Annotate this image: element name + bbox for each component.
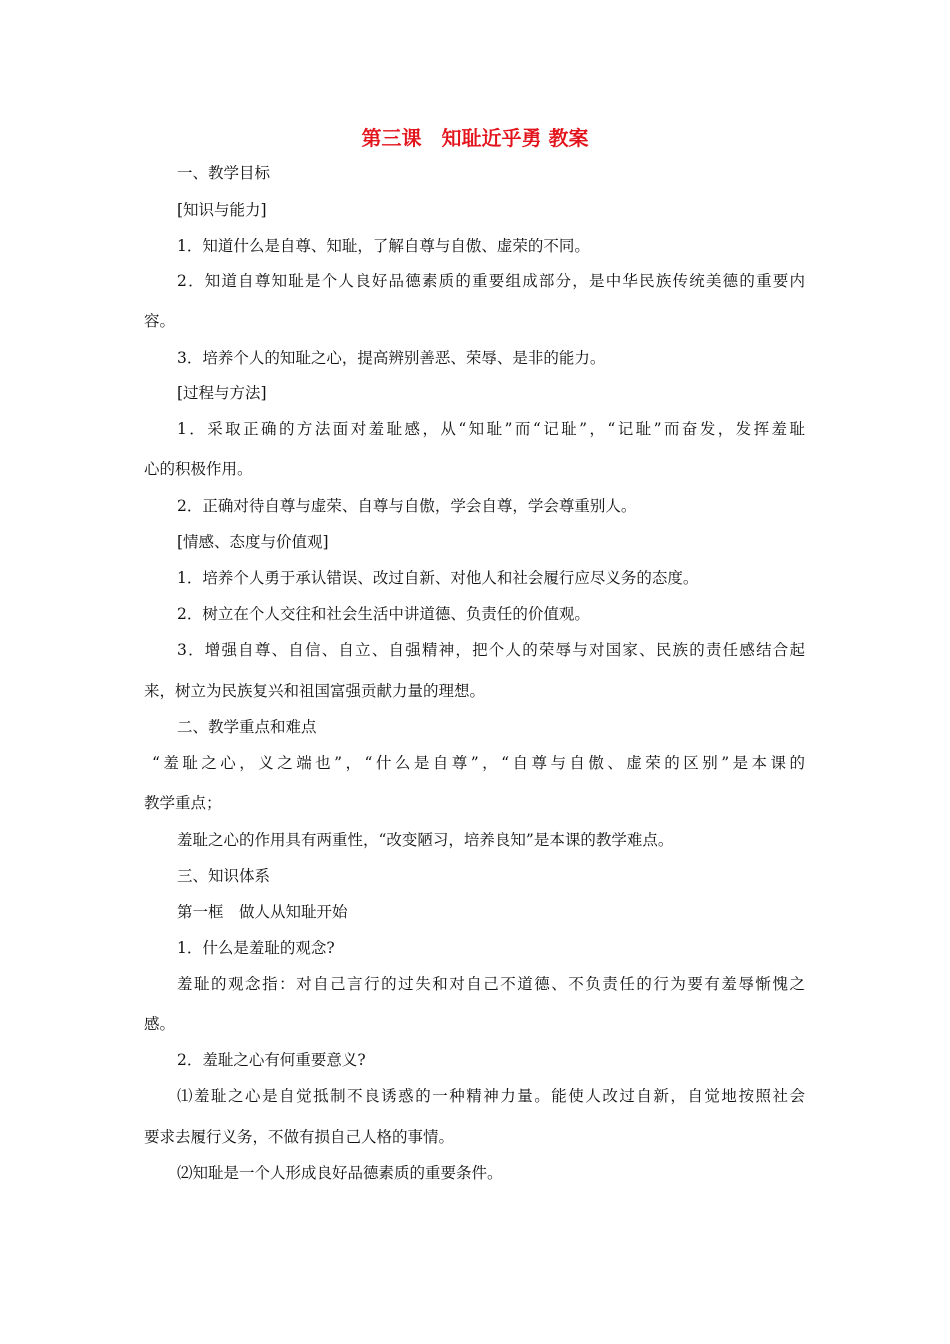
paragraph-line: 羞耻之心的作用具有两重性，“改变陋习，培养良知”是本课的教学难点。: [177, 831, 674, 849]
document-title: 第三课 知耻近乎勇 教案: [361, 126, 589, 150]
subheading-frame-one: 第一框 做人从知耻开始: [177, 903, 348, 921]
paragraph-line: 1．知道什么是自尊、知耻，了解自尊与自傲、虚荣的不同。: [177, 237, 590, 255]
paragraph-line: 3．增强自尊、自信、自立、自强精神，把个人的荣辱与对国家、民族的责任感结合起: [177, 641, 805, 659]
paragraph-line: 来，树立为民族复兴和祖国富强贡献力量的理想。: [144, 682, 486, 700]
paragraph-line: ⑵知耻是一个人形成良好品德素质的重要条件。: [177, 1164, 503, 1182]
paragraph-line: 羞耻的观念指：对自己言行的过失和对自己不道德、不负责任的行为要有羞辱惭愧之: [177, 975, 805, 993]
paragraph-line: 3．培养个人的知耻之心，提高辨别善恶、荣辱、是非的能力。: [177, 349, 606, 367]
paragraph-line: 1．培养个人勇于承认错误、改过自新、对他人和社会履行应尽义务的态度。: [177, 569, 699, 587]
paragraph-line: “羞耻之心，义之端也”，“什么是自尊”，“自尊与自傲、虚荣的区别”是本课的: [152, 754, 805, 772]
section-heading-key-points: 二、教学重点和难点: [177, 718, 317, 736]
subheading-process-method: [过程与方法]: [177, 384, 267, 402]
subheading-emotion-attitude-values: [情感、态度与价值观]: [177, 533, 329, 551]
paragraph-line: 2．正确对待自尊与虚荣、自尊与自傲，学会自尊，学会尊重别人。: [177, 497, 637, 515]
paragraph-line: 要求去履行义务，不做有损自己人格的事情。: [144, 1128, 455, 1146]
paragraph-line: 2．树立在个人交往和社会生活中讲道德、负责任的价值观。: [177, 605, 590, 623]
paragraph-line: 教学重点；: [144, 794, 222, 812]
section-heading-objectives: 一、教学目标: [177, 164, 271, 182]
paragraph-line: 2．知道自尊知耻是个人良好品德素质的重要组成部分，是中华民族传统美德的重要内: [177, 272, 805, 290]
question-line: 1．什么是羞耻的观念?: [177, 939, 335, 957]
subheading-knowledge-ability: [知识与能力]: [177, 201, 267, 219]
question-line: 2．羞耻之心有何重要意义?: [177, 1051, 366, 1069]
section-heading-knowledge-system: 三、知识体系: [177, 867, 271, 885]
paragraph-line: 容。: [144, 312, 176, 330]
paragraph-line: 心的积极作用。: [144, 460, 253, 478]
paragraph-line: ⑴羞耻之心是自觉抵制不良诱惑的一种精神力量。能使人改过自新，自觉地按照社会: [177, 1087, 805, 1105]
paragraph-line: 感。: [144, 1015, 176, 1033]
paragraph-line: 1．采取正确的方法面对羞耻感，从“知耻”而“记耻”，“记耻”而奋发，发挥羞耻: [177, 420, 805, 438]
